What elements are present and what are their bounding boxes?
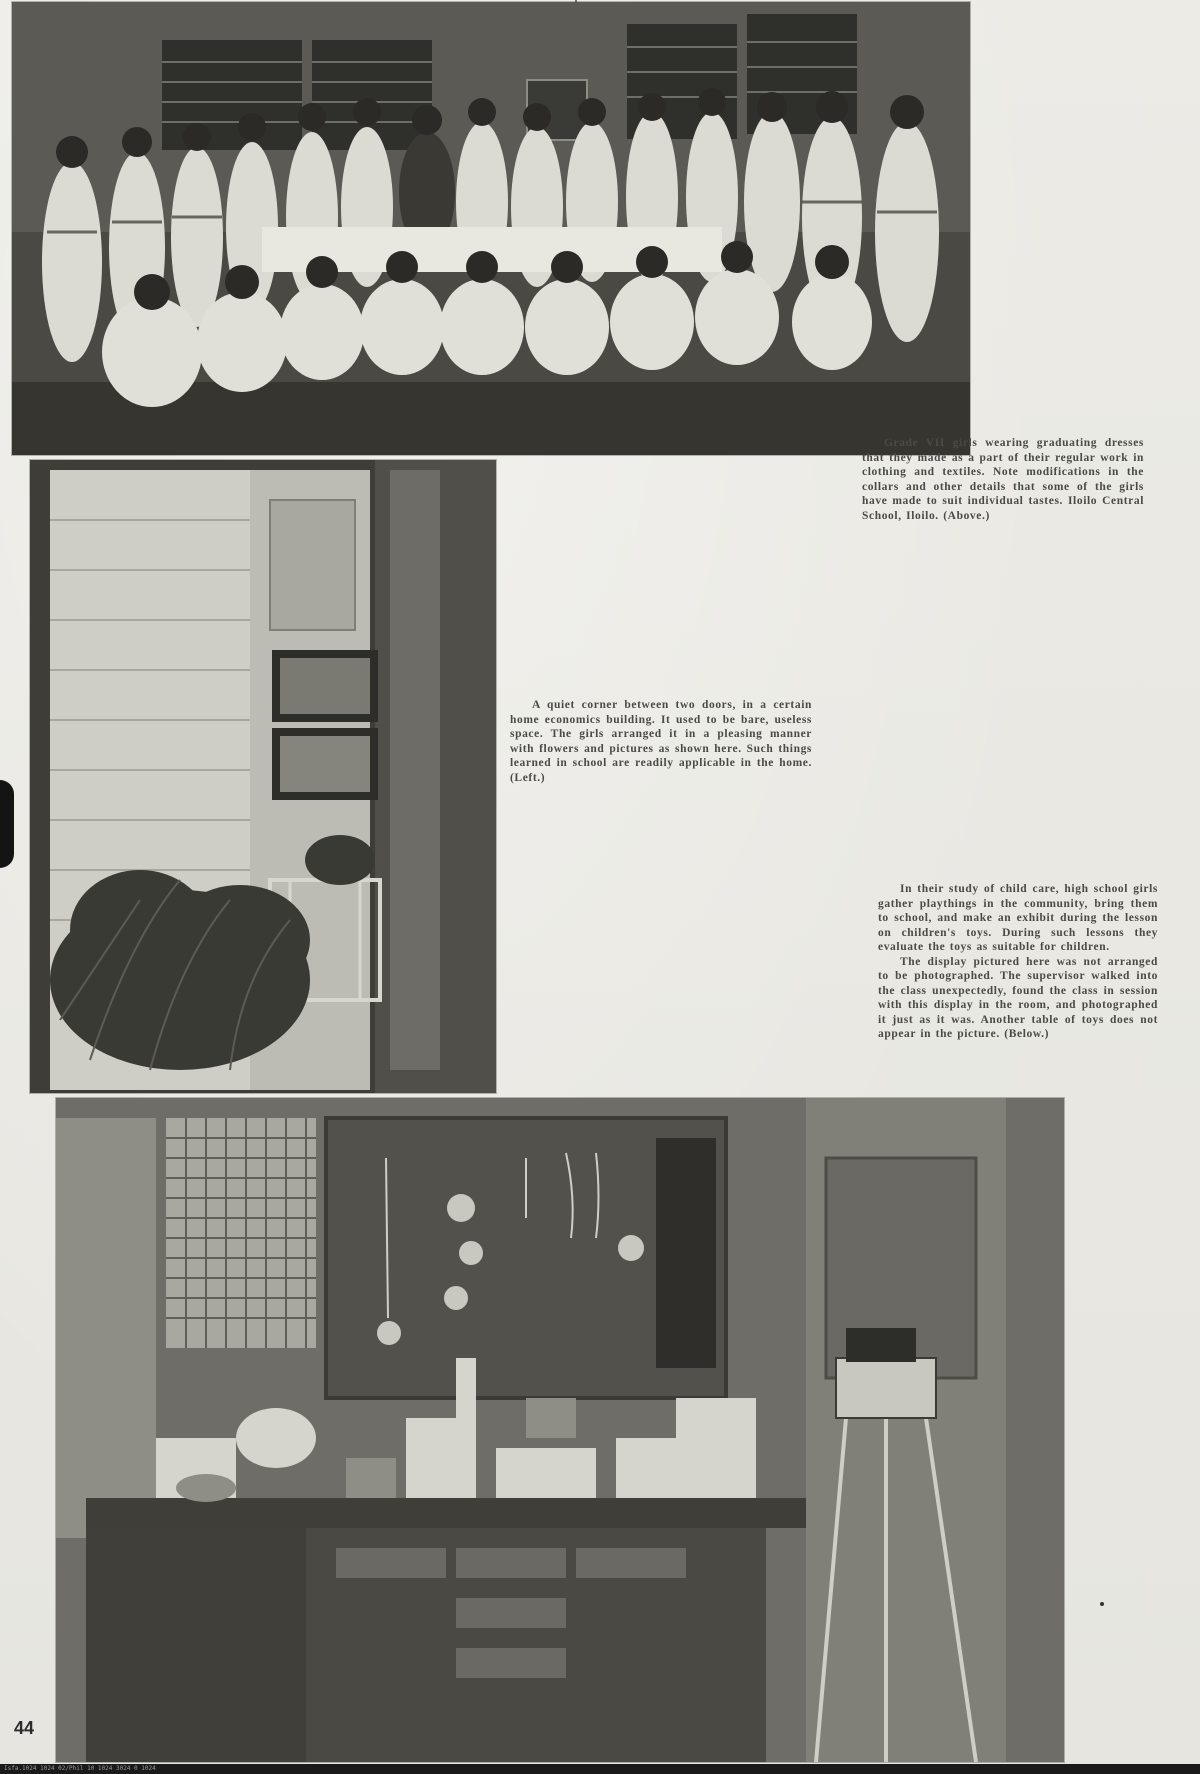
footer-strip-text: Isfa.1024 1024 02/Phil 10 1024 3024 0 1024 (4, 1765, 156, 1772)
graduation-caption-text: Grade VII girls wearing graduating dresses that they made as a part of their regular work in clothing and textiles. Note modifications in the collars and other details that some of the girls have made to suit individual tastes. Iloilo Central School, Iloilo. (Above.) (862, 437, 1144, 522)
child-care-caption (878, 882, 1158, 1042)
toy-exhibit-photo-image (56, 1098, 1064, 1762)
child-care-caption-paragraph-2: The display pictured here was not arranged to be photographed. The supervisor walked into the class unexpectedly, found the class in session with this display in the room, and photographed it just as it was. Another table of toys does not appear in the picture. (Below.) (878, 955, 1158, 1040)
graduation-caption (862, 436, 1144, 523)
footer-strip (0, 1764, 1200, 1774)
page-number: 44 (14, 1718, 35, 1738)
quiet-corner-caption (510, 698, 812, 785)
graduating-class-photo (12, 2, 970, 455)
quiet-corner-caption-text: A quiet corner between two doors, in a certain home economics building. It used to be bare, useless space. The girls arranged it in a pleasing manner with flowers and pictures as shown here. Such things learned in school are readily applicable in the home. (Left.) (510, 699, 812, 784)
quiet-corner-photo-image (30, 460, 496, 1093)
graduating-class-photo-image (12, 2, 970, 455)
dot-mark (1100, 1602, 1104, 1606)
edge-mark (0, 780, 14, 868)
quiet-corner-photo (30, 460, 496, 1093)
toy-exhibit-photo (56, 1098, 1064, 1762)
child-care-caption-paragraph-1: In their study of child care, high school girls gather playthings in the community, bring them to school, and make an exhibit during the lesson on children's toys. During such lessons they evaluate the toys as suitable for children. (878, 883, 1158, 953)
